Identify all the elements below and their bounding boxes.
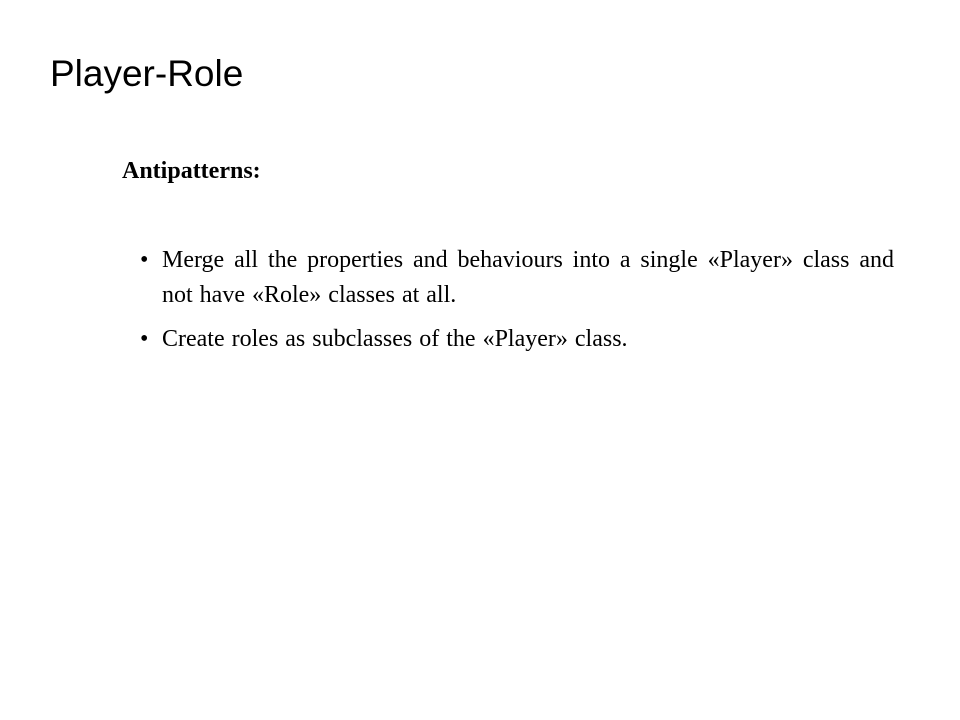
bullet-marker-icon: • xyxy=(140,247,149,273)
bullet-text: Merge all the properties and behaviours into a single «Player» class and not have «Role» classes at all. xyxy=(162,247,894,308)
bullet-item xyxy=(140,243,894,313)
bullet-item xyxy=(140,322,894,357)
bullet-text: Create roles as subclasses of the «Player» class. xyxy=(162,326,628,352)
bullet-list xyxy=(140,243,894,366)
slide-content xyxy=(122,150,894,352)
slide-title: Player-Role xyxy=(50,53,244,94)
bullet-marker-icon: • xyxy=(140,326,149,352)
section-heading: Antipatterns: xyxy=(122,158,261,184)
